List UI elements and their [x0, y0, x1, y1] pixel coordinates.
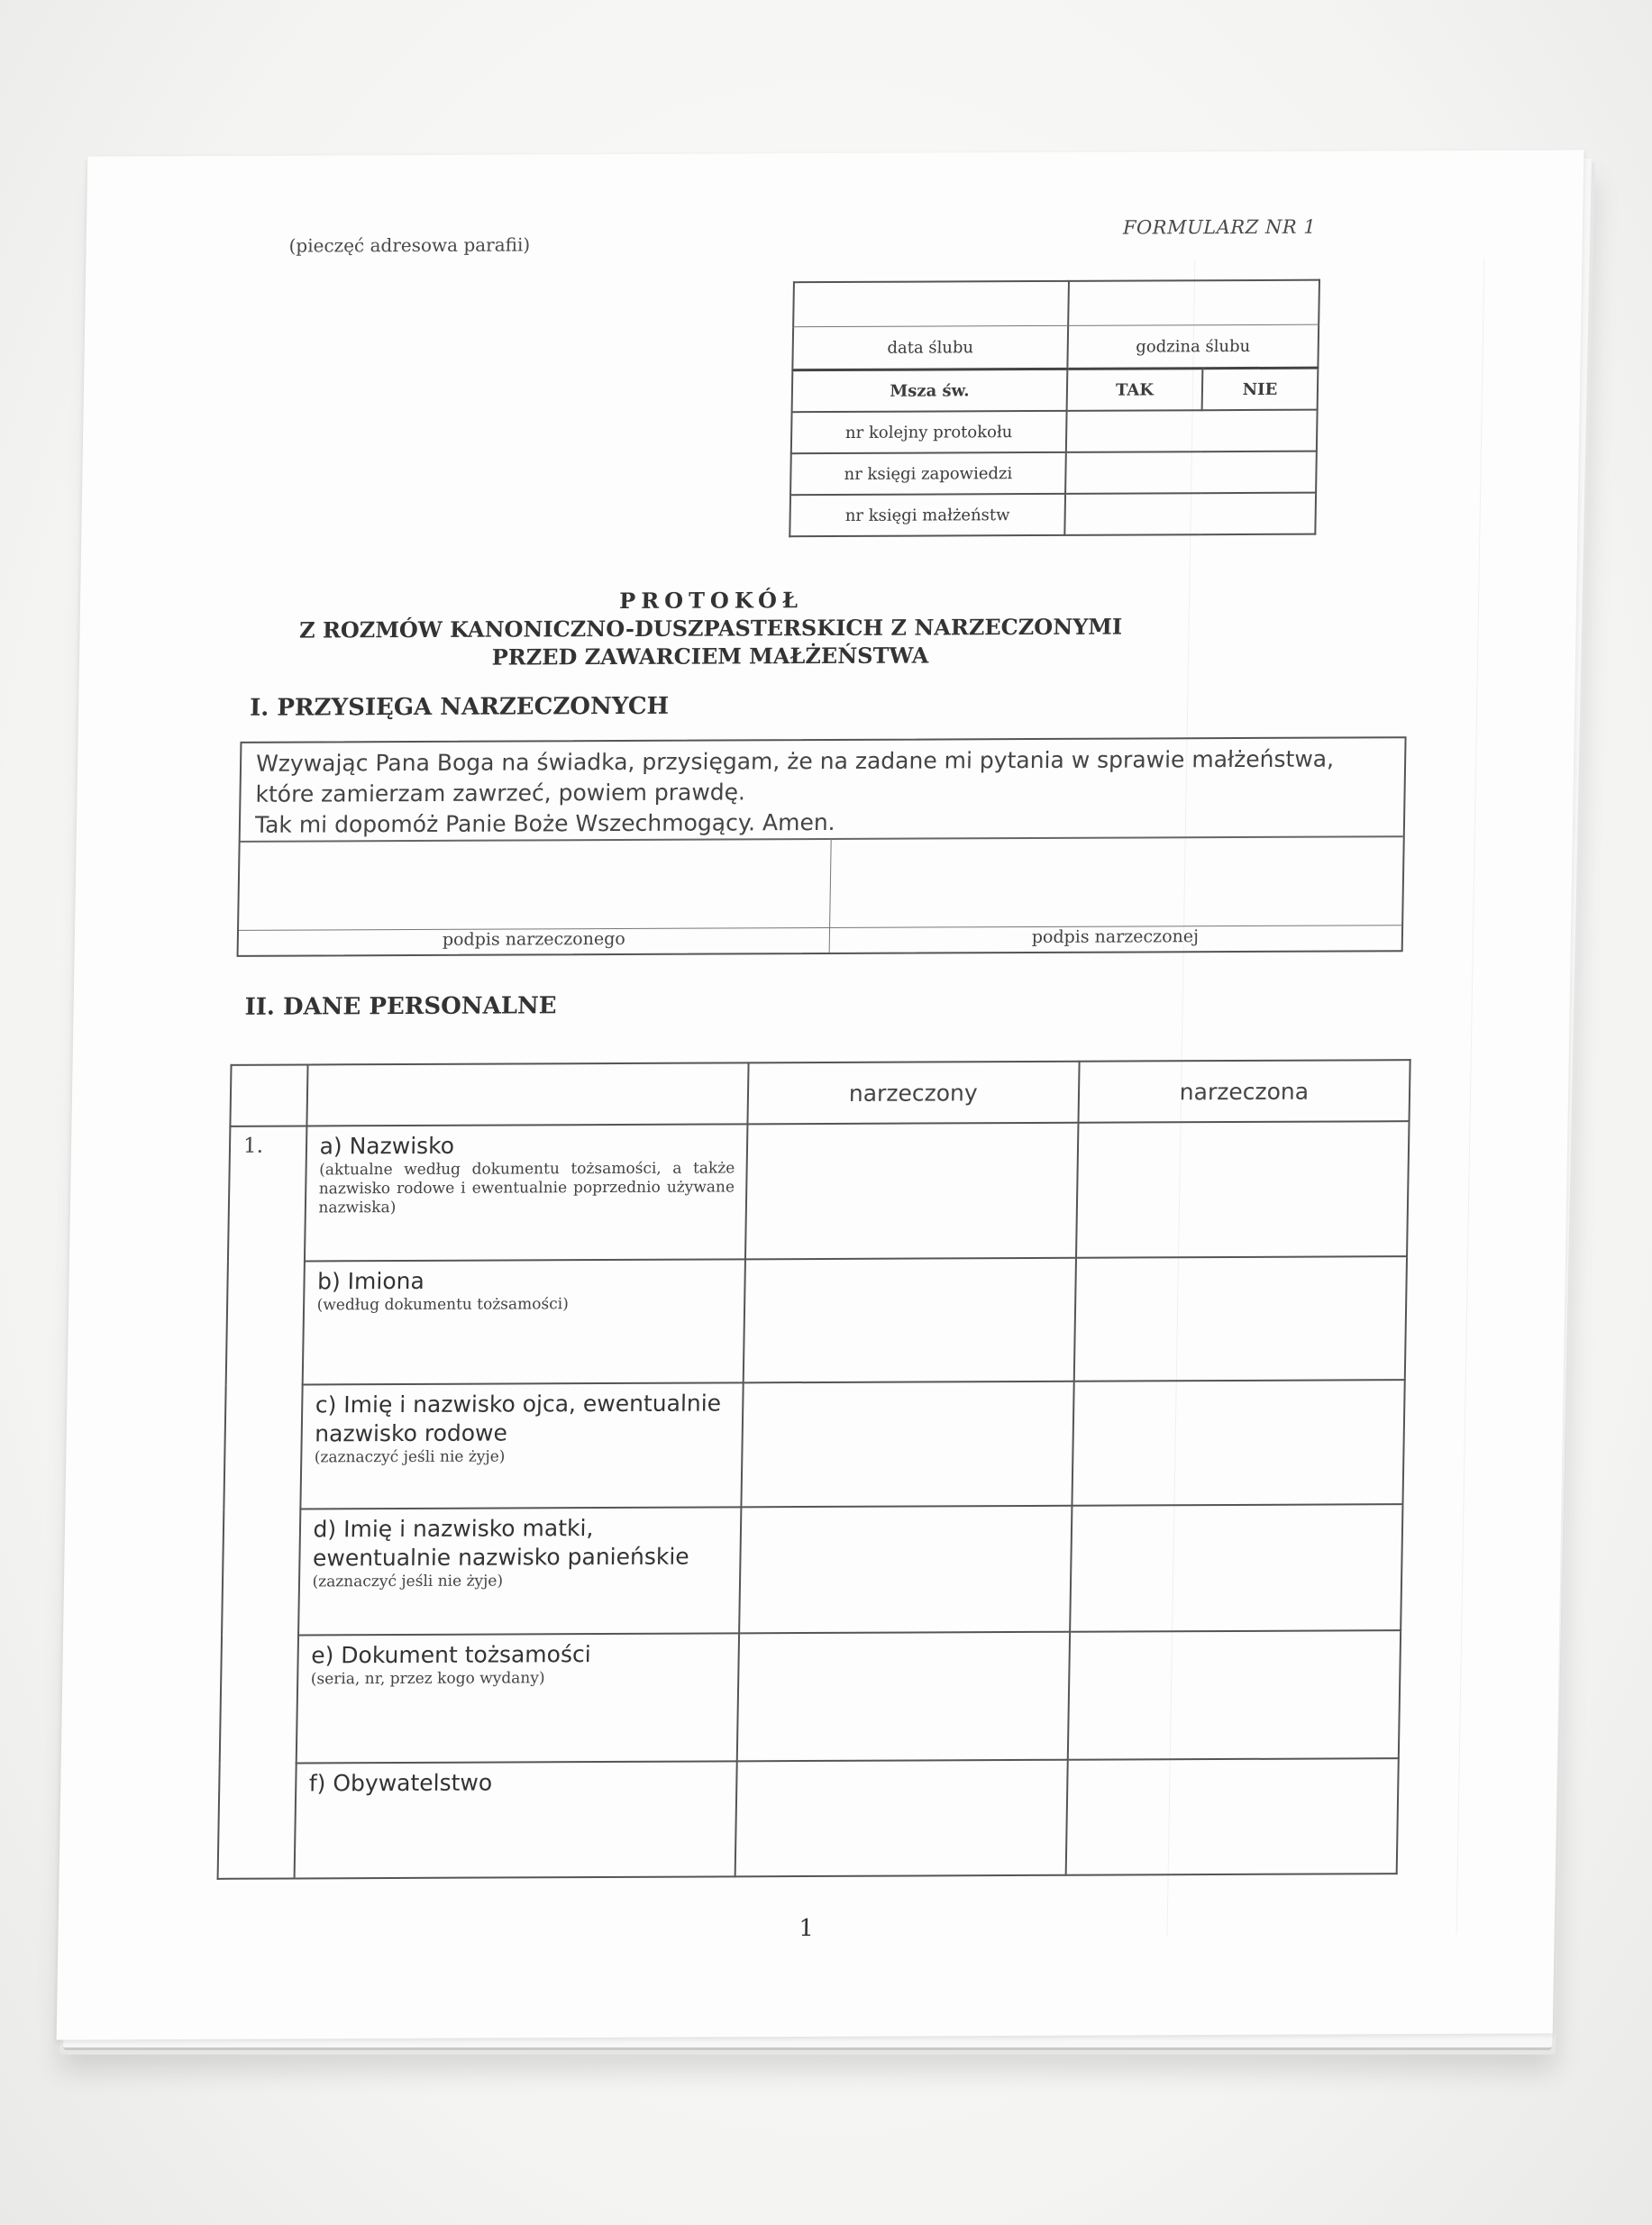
banns-book-number-field[interactable] — [1065, 451, 1317, 494]
groom-surname-cell[interactable] — [745, 1123, 1079, 1260]
document-title — [260, 584, 1163, 671]
wedding-time-field[interactable] — [1068, 280, 1319, 326]
header-empty-field — [306, 1062, 748, 1126]
form-number-label: FORMULARZ NR 1 — [1122, 215, 1317, 239]
groom-citizenship-cell[interactable] — [735, 1760, 1067, 1877]
field-hint: (zaznaczyć jeśli nie żyje) — [314, 1447, 506, 1467]
field-citizenship — [294, 1761, 736, 1878]
wedding-date-field[interactable] — [793, 281, 1069, 327]
mass-yes-option[interactable]: TAK — [1067, 369, 1203, 411]
section-2-heading: II. DANE PERSONALNE — [244, 992, 557, 1021]
field-mother-name — [298, 1507, 742, 1635]
bride-first-names-cell[interactable] — [1074, 1256, 1407, 1382]
marriage-book-number-field[interactable] — [1064, 493, 1316, 535]
field-label: f) Obywatelstwo — [308, 1769, 493, 1797]
field-identity-document — [296, 1633, 739, 1763]
title-line-1: PROTOKÓŁ — [618, 587, 804, 615]
mass-label: Msza św. — [792, 369, 1068, 412]
groom-mother-name-cell[interactable] — [739, 1506, 1072, 1634]
groom-column-header: narzeczony — [747, 1062, 1079, 1125]
header-empty-number — [230, 1064, 307, 1126]
section-1-heading: I. PRZYSIĘGA NARZECZONYCH — [249, 692, 670, 722]
groom-father-name-cell[interactable] — [741, 1382, 1073, 1508]
field-hint: (zaznaczyć jeśli nie żyje) — [312, 1572, 504, 1591]
groom-signature-label: podpis narzeczonego — [442, 928, 625, 950]
bride-mother-name-cell[interactable] — [1070, 1504, 1403, 1632]
page-number: 1 — [799, 1914, 815, 1943]
bride-column-header: narzeczona — [1078, 1060, 1410, 1123]
field-label: c) Imię i nazwisko ojca, ewentualnie nazwisko rodowe — [315, 1390, 722, 1447]
field-label: e) Dokument tożsamości — [310, 1641, 591, 1669]
field-hint: (według dokumentu tożsamości) — [316, 1295, 569, 1315]
field-father-name — [300, 1382, 743, 1509]
personal-data-table — [217, 1059, 1411, 1880]
groom-identity-document-cell[interactable] — [736, 1632, 1070, 1762]
field-label: d) Imię i nazwisko matki, ewentualnie nazwisko panieńskie — [312, 1515, 689, 1572]
oath-line-3: Tak mi dopomóż Panie Boże Wszechmogący. Amen. — [254, 808, 835, 838]
oath-text — [255, 743, 1392, 840]
field-surname — [304, 1124, 747, 1261]
wedding-time-label: godzina ślubu — [1067, 324, 1319, 369]
row-number: 1. — [218, 1126, 306, 1878]
mass-no-option[interactable]: NIE — [1202, 368, 1319, 410]
field-first-names — [302, 1259, 744, 1384]
protocol-number-field[interactable] — [1066, 410, 1318, 452]
parish-stamp-label: (pieczęć adresowa parafii) — [288, 233, 531, 257]
field-label: a) Nazwisko — [319, 1132, 455, 1160]
protocol-number-label: nr kolejny protokołu — [791, 411, 1067, 453]
banns-book-number-label: nr księgi zapowiedzi — [790, 452, 1066, 495]
title-line-3: PRZED ZAWARCIEM MAŁŻEŃSTWA — [491, 642, 929, 670]
oath-line-1: Wzywając Pana Boga na świadka, przysięgam, że na zadane mi pytania w sprawie małżeństwa, — [255, 745, 1335, 777]
title-line-2: Z ROZMÓW KANONICZNO-DUSZPASTERSKICH Z NARZECZONYMI — [298, 613, 1123, 643]
bride-father-name-cell[interactable] — [1072, 1380, 1404, 1506]
bride-surname-cell[interactable] — [1076, 1121, 1410, 1258]
field-label: b) Imiona — [316, 1267, 425, 1295]
bride-signature-label: podpis narzeczonej — [1031, 926, 1200, 947]
bride-identity-document-cell[interactable] — [1068, 1630, 1401, 1760]
marriage-book-number-label: nr księgi małżeństw — [789, 494, 1065, 536]
field-hint: (aktualne według dokumentu tożsamości, a także nazwisko rodowe i ewentualnie poprzednio używane nazwiska) — [318, 1159, 735, 1217]
groom-first-names-cell[interactable] — [743, 1258, 1075, 1383]
oath-box — [237, 736, 1407, 957]
bride-citizenship-cell[interactable] — [1065, 1758, 1398, 1875]
form-page — [57, 150, 1584, 2039]
wedding-date-label: data ślubu — [792, 325, 1068, 369]
field-hint: (seria, nr, przez kogo wydany) — [310, 1669, 545, 1689]
wedding-info-table — [789, 279, 1320, 538]
oath-line-2: które zamierzam zawrzeć, powiem prawdę. — [255, 779, 746, 807]
